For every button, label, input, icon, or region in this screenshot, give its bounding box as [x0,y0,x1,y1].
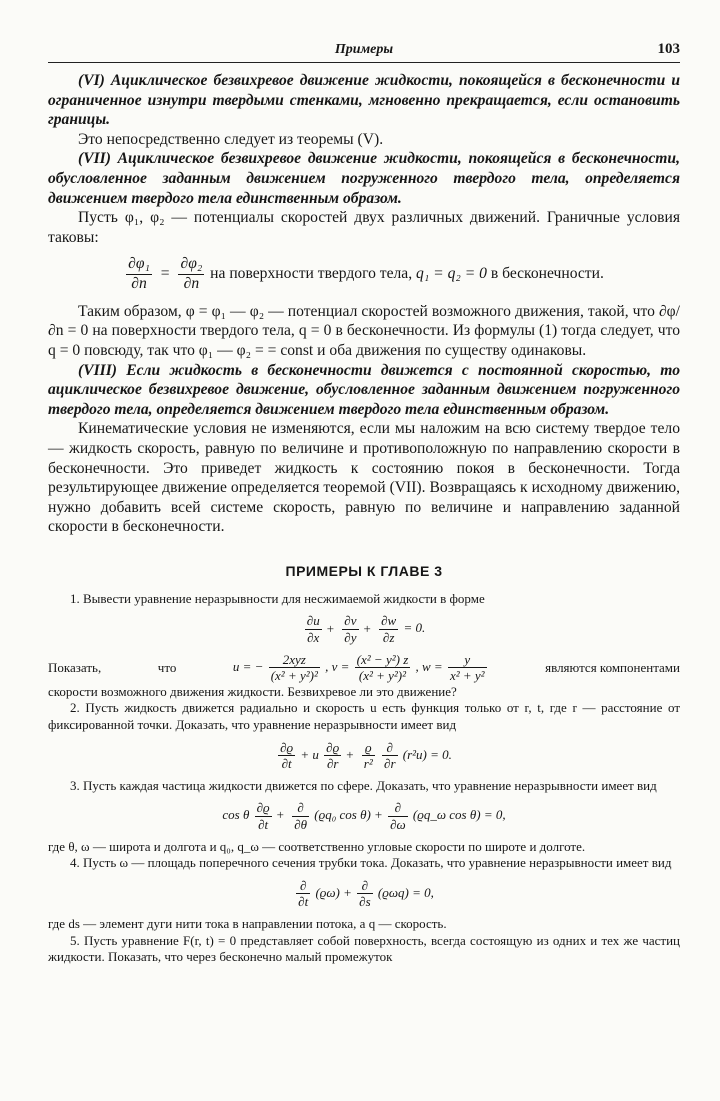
fraction: $\frac{\text{∂φ₂}}{\partial n}$ [180,255,203,293]
example-1: 1. Вывести уравнение неразрывности для несжимаемой жидкости в форме [70,590,485,606]
example-3-explanation: где θ, ω — широта и долгота и q₀, q_ω — соответственно угловые скорости по широте и долготе. [48,838,586,854]
example-4-explanation: где ds — элемент дуги нити тока в направлении потока, а q — скорость. [48,915,447,931]
running-head [48,40,680,63]
fraction: $\frac{\text{∂φ₁}}{\partial n}$ [128,255,150,293]
theorem-vi-proof: Это непосредственно следует из теоремы (V). [78,130,384,148]
velocity-components-line: Показать, что u = − $\frac{\text{2xyz}}{\text{(x² + y²)²}}$ , v = $\frac{\text{(x² − y²) z}}{\text{(x² + y²)²}}$ , w = $\frac{y}{\text{x² + y²}}$ являются компонентами [48,651,680,684]
boundary-condition-equation: $\frac{\text{∂φ₁}}{\partial n}$ = $\frac{\text{∂φ₂}}{\partial n}$ на поверхности твердого тела, q₁ = q₂ = 0 в бесконечности. [128,255,604,293]
theorem-viii-proof: Кинематические условия не изменяются, если мы наложим на всю систему твердое тело — жидкость скорость, равную по величине и противоположную по направлению скорости в бесконечности. Это приведет жидкость к состоянию покоя в бесконечности. Тогда результирующее движение определяется теоремой (VII). Возвращаясь к исходному движению, нужно добавить всей системе скорость, равную по величине и направлению заданной скорости в бесконечности. [48,420,680,536]
theorem-vi: (VI) Ациклическое безвихревое движение жидкости, покоящейся в бесконечности и ограниченное изнутри твердыми стенками, мгновенно прекращается, если остановить границы. [48,72,680,129]
example-1-continued: скорости возможного движения жидкости. Безвихревое ли это движение? [48,683,457,699]
example-4: 4. Пусть ω — площадь поперечного сечения трубки тока. Доказать, что уравнение неразрывности имеет вид [70,855,672,871]
page-number: 103 [657,41,680,57]
section-title: ПРИМЕРЫ К ГЛАВЕ 3 [285,562,443,579]
example-5: 5. Пусть уравнение F(r, t) = 0 представляет собой поверхность, всегда состоящую из одних и тех же частиц жидкости. Показать, что через бесконечно малый промежуток [48,932,680,965]
sphere-continuity-equation: cos θ $\frac{\partial ϱ}{\partial t}$ + $\frac{\partial}{\partial\theta}$ (ϱq₀ cos θ) + $\frac{\partial}{\partial\omega}$ (ϱq_ω cos θ) = 0, [222,800,506,832]
stream-tube-equation: $\frac{\partial}{\partial t}$ (ϱω) + $\frac{\partial}{\partial s}$ (ϱωq) = 0, [298,877,434,910]
theorem-viii: (VIII) Если жидкость в бесконечности движется с постоянной скоростью, то ациклическое безвихревое движение, обусловленное заданным движением погруженного твердого тела, определяется движением твердого тела единственным образом. [48,361,680,418]
example-2: 2. Пусть жидкость движется радиально и скорость u есть функция только от r, t, где r — расстояние от фиксированной точки. Доказать, что уравнение неразрывности имеет вид [48,700,680,733]
theorem-vii-proof-intro: Пусть φ₁, φ₂ — потенциалы скоростей двух различных движений. Граничные условия таковы: [48,209,680,246]
theorem-vii-proof: Таким образом, φ = φ₁ — φ₂ — потенциал скоростей возможного движения, такой, что ∂φ/∂n = 0 на поверхности твердого тела, q = 0 в бесконечности. Из формулы (1) тогда следует, что q = 0 повсюду, так что φ₁ — φ₂ = = const и оба движения по существу одинаковы. [48,302,680,359]
theorem-vii: (VII) Ациклическое безвихревое движение жидкости, покоящейся в бесконечности, обусловленное заданным движением погруженного твердого тела, определяется движением твердого тела единственным образом. [48,150,680,207]
radial-continuity-equation: $\frac{\partial ϱ}{\partial t}$ + u $\frac{\partial ϱ}{\partial r}$ + $\frac{ϱ}{\text{r²}}$ $\frac{\partial}{\partial r}$ (r²u) = 0. [280,739,452,772]
continuity-equation: $\frac{\partial u}{\partial x}$ + $\frac{\partial v}{\partial y}$ + $\frac{\partial w}{\partial z}$ = 0. [306,613,426,646]
example-3: 3. Пусть каждая частица жидкости движется по сфере. Доказать, что уравнение неразрывности имеет вид [70,777,657,793]
running-title: Примеры [334,42,394,57]
